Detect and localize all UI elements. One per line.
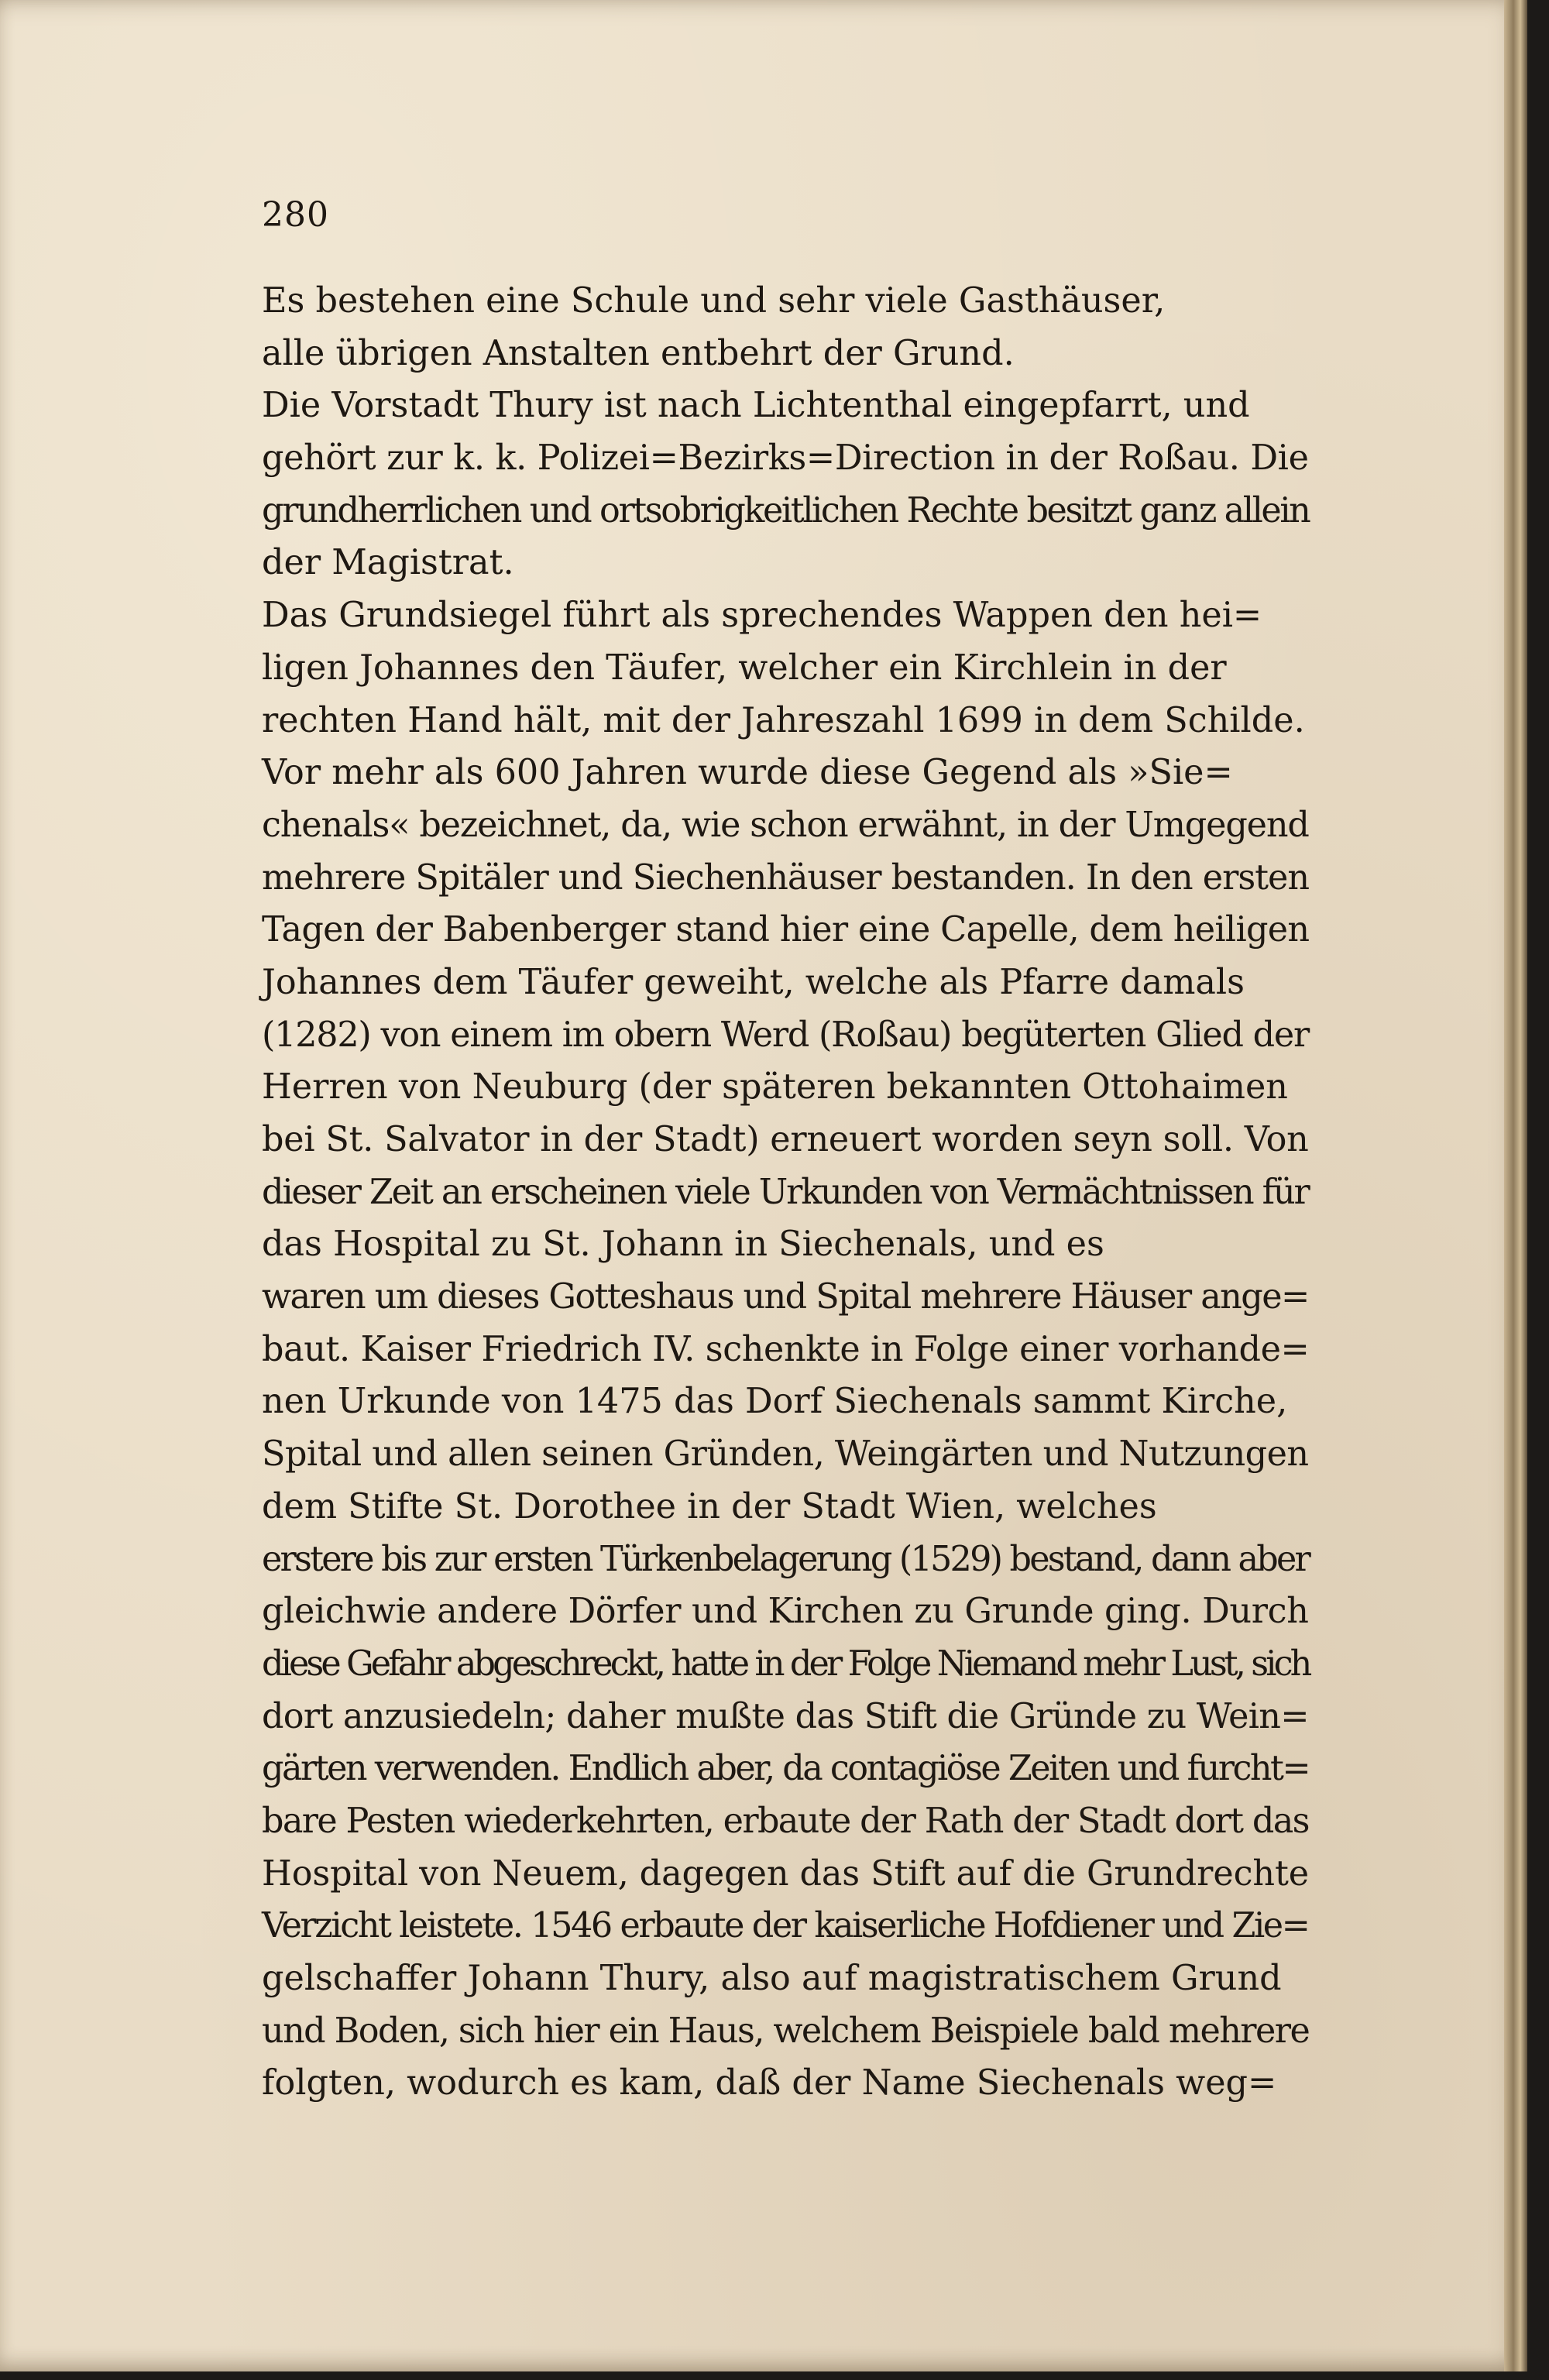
text-line: nen Urkunde von 1475 das Dorf Siechenals sammt Kirche, — [262, 1382, 1288, 1422]
text-line: chenals« bezeichnet, da, wie schon erwähnt, in der Umgegend — [262, 805, 1309, 845]
text-line: Herren von Neuburg (der späteren bekannten Ottohaimen — [262, 1067, 1288, 1108]
text-line: mehrere Spitäler und Siechenhäuser bestanden. In den ersten — [262, 857, 1310, 898]
text-line: Es bestehen eine Schule und sehr viele Gasthäuser, — [262, 281, 1166, 321]
text-line: gärten verwenden. Endlich aber, da contagiöse Zeiten und furcht= — [262, 1749, 1310, 1789]
text-line: bei St. Salvator in der Stadt) erneuert worden seyn soll. Von — [262, 1120, 1309, 1159]
text-line: rechten Hand hält, mit der Jahreszahl 1699 in dem Schilde. — [262, 700, 1305, 740]
text-line: Tagen der Babenberger stand hier eine Capelle, dem heiligen — [262, 910, 1310, 950]
text-line: das Hospital zu St. Johann in Siechenals, und es — [262, 1224, 1104, 1265]
text-line: bare Pesten wiederkehrten, erbaute der Rath der Stadt dort das — [262, 1801, 1309, 1841]
text-line: Spital und allen seinen Gründen, Weingärten und Nutzungen — [262, 1434, 1309, 1475]
page-fore-edge — [1504, 0, 1527, 2371]
bottom-edge — [0, 2371, 1549, 2380]
text-line: Vor mehr als 600 Jahren wurde diese Gegend als »Sie= — [262, 753, 1233, 793]
text-line: ligen Johannes den Täufer, welcher ein Kirchlein in der — [262, 647, 1227, 688]
body-text — [262, 275, 1309, 2110]
text-line: gehört zur k. k. Polizei=Bezirks=Direction in der Roßau. Die — [262, 438, 1309, 479]
text-line: und Boden, sich hier ein Haus, welchem Beispiele bald mehrere — [262, 2011, 1310, 2051]
text-line: gelschaffer Johann Thury, also auf magistratischem Grund — [262, 1959, 1282, 1998]
text-line: Johannes dem Täufer geweiht, welche als Pfarre damals — [262, 962, 1245, 1002]
text-line: Verzicht leistete. 1546 erbaute der kaiserliche Hofdiener und Zie= — [262, 1906, 1309, 1946]
page-number: 280 — [262, 195, 329, 235]
text-line: baut. Kaiser Friedrich IV. schenkte in Folge einer vorhande= — [262, 1329, 1310, 1369]
text-line: Die Vorstadt Thury ist nach Lichtenthal eingepfarrt, und — [262, 386, 1250, 426]
text-line: dem Stifte St. Dorothee in der Stadt Wien, welches — [262, 1486, 1157, 1527]
text-line: grundherrlichen und ortsobrigkeitlichen Rechte besitzt ganz allein — [262, 490, 1310, 531]
text-line: erstere bis zur ersten Türkenbelagerung (1529) bestand, dann aber — [262, 1539, 1310, 1579]
text-line: dieser Zeit an erscheinen viele Urkunden von Vermächtnissen für — [262, 1172, 1309, 1212]
text-line: diese Gefahr abgeschreckt, hatte in der Folge Niemand mehr Lust, sich — [262, 1643, 1310, 1684]
text-line: dort anzusiedeln; daher mußte das Stift die Gründe zu Wein= — [262, 1696, 1309, 1736]
text-line: der Magistrat. — [262, 543, 514, 583]
text-line: (1282) von einem im obern Werd (Roßau) begüterten Glied der — [262, 1015, 1310, 1055]
text-line: Das Grundsiegel führt als sprechendes Wappen den hei= — [262, 596, 1262, 636]
text-line: waren um dieses Gotteshaus und Spital mehrere Häuser ange= — [262, 1277, 1309, 1317]
text-line: alle übrigen Anstalten entbehrt der Grund. — [262, 333, 1015, 373]
text-line: Hospital von Neuem, dagegen das Stift auf die Grundrechte — [262, 1853, 1310, 1894]
text-line: gleichwie andere Dörfer und Kirchen zu Grunde ging. Durch — [262, 1592, 1309, 1632]
text-line: folgten, wodurch es kam, daß der Name Siechenals weg= — [262, 2063, 1277, 2104]
